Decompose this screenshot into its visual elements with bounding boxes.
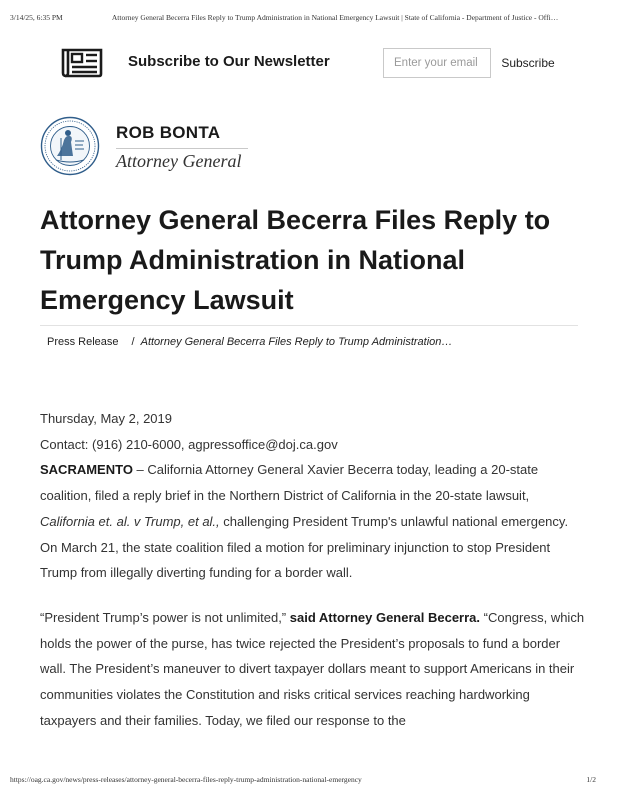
breadcrumb-current: Attorney General Becerra Files Reply to Trump Administration… <box>140 336 453 348</box>
print-page-title: Attorney General Becerra Files Reply to Trump Administration in National Emergency Lawsuit | State of California - Department of Justice - Offi… <box>111 13 559 22</box>
release-date: Thursday, May 2, 2019 <box>40 411 172 426</box>
newspaper-icon <box>60 46 104 78</box>
newsletter-bar <box>60 44 580 80</box>
article-body <box>40 406 585 733</box>
breadcrumb-press-release[interactable]: Press Release <box>47 336 119 348</box>
page-title: Attorney General Becerra Files Reply to Trump Administration in National Emergency Lawsuit <box>40 205 551 315</box>
agency-branding <box>40 116 340 176</box>
paragraph-text: challenging President Trump's unlawful national emergency. On March 21, the state coalition filed a motion for preliminary injunction to stop President Trump from illegally diverting funding for a border wall. <box>40 513 569 581</box>
subscribe-button[interactable]: Subscribe <box>491 48 565 78</box>
article-paragraph <box>40 605 585 734</box>
breadcrumb-separator: / <box>131 336 135 348</box>
quote-text: “President Trump’s power is not unlimited,” <box>40 609 290 625</box>
print-url: https://oag.ca.gov/news/press-releases/attorney-general-becerra-files-reply-trump-administration-national-emergency <box>10 775 362 784</box>
dateline: SACRAMENTO <box>40 462 133 478</box>
contact-info: Contact: (916) 210-6000, agpressoffice@doj.ca.gov <box>40 436 338 452</box>
print-header <box>10 13 608 22</box>
print-timestamp: 3/14/25, 6:35 PM <box>10 13 63 22</box>
email-input[interactable] <box>383 48 491 78</box>
branding-divider <box>116 148 248 149</box>
paragraph-text: – California Attorney General Xavier Becerra today, leading a 20-state coalition, filed a reply brief in the Northern District of California in the 20-state lawsuit, <box>40 462 539 504</box>
attorney-general-title: Attorney General <box>116 151 242 171</box>
quote-text: “Congress, which holds the power of the purse, has twice rejected the President’s proposals to fund a border wall. The President’s maneuver to divert taxpayer dollars meant to support Americans in their communities violates the Constitution and risks critical services reaching hardworking taxpayers and their families. Today, we filed our response to the <box>40 609 585 728</box>
breadcrumb <box>47 336 452 348</box>
page-number: 1/2 <box>586 775 596 784</box>
article-paragraph <box>40 457 585 586</box>
title-divider <box>40 325 578 326</box>
print-footer <box>10 775 608 784</box>
case-name: California et. al. v Trump, et al., <box>40 513 220 529</box>
quote-attribution: said Attorney General Becerra. <box>289 609 481 625</box>
newsletter-title: Subscribe to Our Newsletter <box>128 53 330 70</box>
attorney-general-seal[interactable] <box>40 116 100 176</box>
attorney-general-name: ROB BONTA <box>116 123 221 142</box>
